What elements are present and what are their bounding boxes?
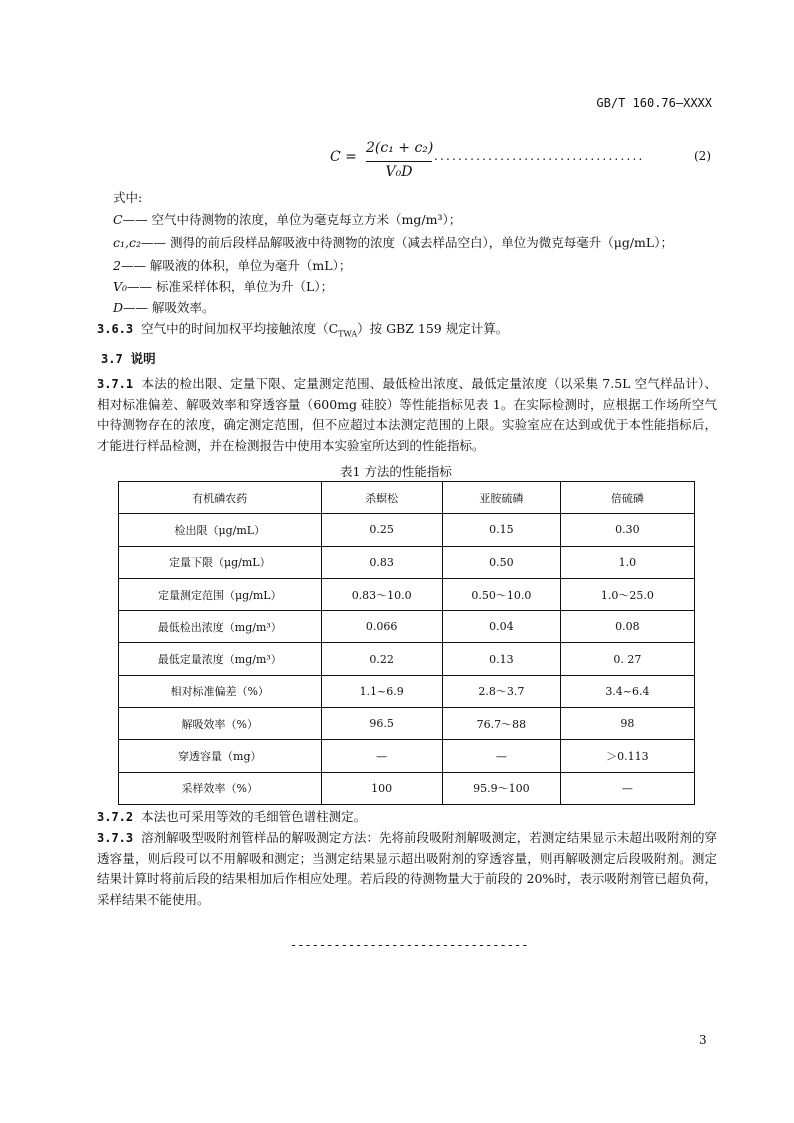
table-row [119, 740, 695, 772]
symbol: C [113, 212, 123, 227]
header-cell: 倍硫磷 [560, 482, 694, 514]
table-cell: 0.50 [442, 546, 560, 578]
row-label: 检出限（μg/mL） [119, 514, 322, 546]
table-cell: 1.0～25.0 [560, 578, 694, 610]
formula-numerator: 2(c₁ + c₂) [366, 140, 434, 156]
header-cell: 亚胺硫磷 [442, 482, 560, 514]
table-cell: 0.08 [560, 611, 694, 643]
section-text: 空气中的时间加权平均接触浓度（C [141, 321, 339, 336]
where-item [113, 277, 333, 295]
fraction-bar [366, 161, 432, 162]
formula-fraction [366, 140, 432, 180]
table-row [119, 708, 695, 740]
table-row [119, 643, 695, 675]
section-number: 3.6.3 [97, 322, 134, 336]
formula-lhs: C = [330, 149, 357, 165]
section-text-tail: ）按 GBZ 159 规定计算。 [357, 321, 509, 336]
symbol-desc: —— 标准采样体积，单位为升（L）； [127, 279, 334, 294]
where-intro: 式中: [113, 190, 143, 205]
table-row [119, 675, 695, 707]
table-row [119, 514, 695, 546]
row-label: 解吸效率（%） [119, 708, 322, 740]
table-cell: 3.4~6.4 [560, 675, 694, 707]
section-3-7-2 [97, 807, 366, 825]
row-label: 采样效率（%） [119, 772, 322, 804]
symbol: D [113, 300, 124, 315]
table-cell: 98 [560, 708, 694, 740]
table-cell: 2.8～3.7 [442, 675, 560, 707]
table-cell: 0.13 [442, 643, 560, 675]
section-3-6-3 [97, 319, 508, 339]
subscript: TWA [338, 329, 358, 339]
row-label: 定量测定范围（μg/mL） [119, 578, 322, 610]
table-row [119, 546, 695, 578]
table-cell: 1.1~6.9 [321, 675, 442, 707]
section-title: 说明 [130, 351, 156, 366]
symbol: 2 [113, 258, 121, 273]
table-cell: 0.22 [321, 643, 442, 675]
formula-number: (2) [694, 149, 711, 163]
where-item [113, 256, 351, 274]
header-cell: 杀螟松 [321, 482, 442, 514]
formula-leader-dots: ................................... [434, 149, 645, 163]
symbol-desc: —— 解吸效率。 [123, 300, 215, 315]
table-row [119, 772, 695, 804]
table-cell: 95.9～100 [442, 772, 560, 804]
table-cell: 76.7～88 [442, 708, 560, 740]
where-item [113, 233, 673, 251]
header-cell: 有机磷农药 [119, 482, 322, 514]
where-item [113, 298, 215, 316]
table-cell: 96.5 [321, 708, 442, 740]
symbol-desc: —— 空气中待测物的浓度，单位为毫克每立方米（mg/m³）； [122, 212, 462, 227]
section-number: 3.7.2 [97, 810, 134, 824]
table-cell: — [560, 772, 694, 804]
table-cell: 0.04 [442, 611, 560, 643]
table-cell: 0.83 [321, 546, 442, 578]
table-cell: 0.50～10.0 [442, 578, 560, 610]
section-3-7-3 [97, 828, 717, 910]
table-cell: 0.83～10.0 [321, 578, 442, 610]
table-cell: — [321, 740, 442, 772]
page-number: 3 [699, 1033, 707, 1047]
where-item [113, 210, 461, 228]
symbol: c₁,c₂ [113, 235, 141, 250]
formula-denominator: V₀D [385, 164, 413, 180]
standard-code: GB/T 160.76—XXXX [596, 96, 712, 110]
symbol: V₀ [113, 279, 128, 294]
row-label: 相对标准偏差（%） [119, 675, 322, 707]
section-3-7-heading [101, 349, 156, 367]
section-number: 3.7.3 [97, 831, 134, 845]
table-cell: 100 [321, 772, 442, 804]
end-divider: --------------------------------- [290, 938, 529, 952]
performance-table [118, 481, 695, 805]
table-cell: 0.15 [442, 514, 560, 546]
table-row [119, 578, 695, 610]
section-number: 3.7 [101, 352, 123, 366]
row-label: 定量下限（μg/mL） [119, 546, 322, 578]
table-cell: 0.066 [321, 611, 442, 643]
table-caption: 表1 方法的性能指标 [340, 464, 452, 479]
section-number: 3.7.1 [97, 377, 134, 391]
table-cell: 0.30 [560, 514, 694, 546]
row-label: 最低定量浓度（mg/m³） [119, 643, 322, 675]
section-3-7-1 [97, 374, 717, 456]
row-label: 最低检出浓度（mg/m³） [119, 611, 322, 643]
symbol-desc: —— 解吸液的体积，单位为毫升（mL）； [120, 258, 352, 273]
table-header-row [119, 482, 695, 514]
section-text: 本法的检出限、定量下限、定量测定范围、最低检出浓度、最低定量浓度（以采集 7.5L 空气样品计）、相对标准偏差、解吸效率和穿透容量（600mg 硅胶）等性能指标见表 1。在实际检测时，应根据工作场所空气中待测物存在的浓度，确定测定范围，但不应超过本法测定范围的上限。实验室应在达到或优于本性能指标后，才能进行样品检测，并在检测报告中使用本实验室所达到的性能指标。 [97, 376, 717, 453]
table-cell: 0. 27 [560, 643, 694, 675]
symbol-desc: —— 测得的前后段样品解吸液中待测物的浓度（减去样品空白），单位为微克每毫升（μg/mL）； [141, 235, 673, 250]
table-cell: — [442, 740, 560, 772]
table-cell: 1.0 [560, 546, 694, 578]
table-cell: ＞0.113 [560, 740, 694, 772]
row-label: 穿透容量（mg） [119, 740, 322, 772]
section-text: 溶剂解吸型吸附剂管样品的解吸测定方法：先将前段吸附剂解吸测定，若测定结果显示未超出吸附剂的穿透容量，则后段可以不用解吸和测定；当测定结果显示超出吸附剂的穿透容量，则再解吸测定后段吸附剂。测定结果计算时将前后段的结果相加后作相应处理。若后段的待测物量大于前段的 20%时，表示吸附剂管已超负荷，采样结果不能使用。 [97, 830, 717, 907]
table-row [119, 611, 695, 643]
section-text: 本法也可采用等效的毛细管色谱柱测定。 [141, 809, 367, 824]
table-cell: 0.25 [321, 514, 442, 546]
